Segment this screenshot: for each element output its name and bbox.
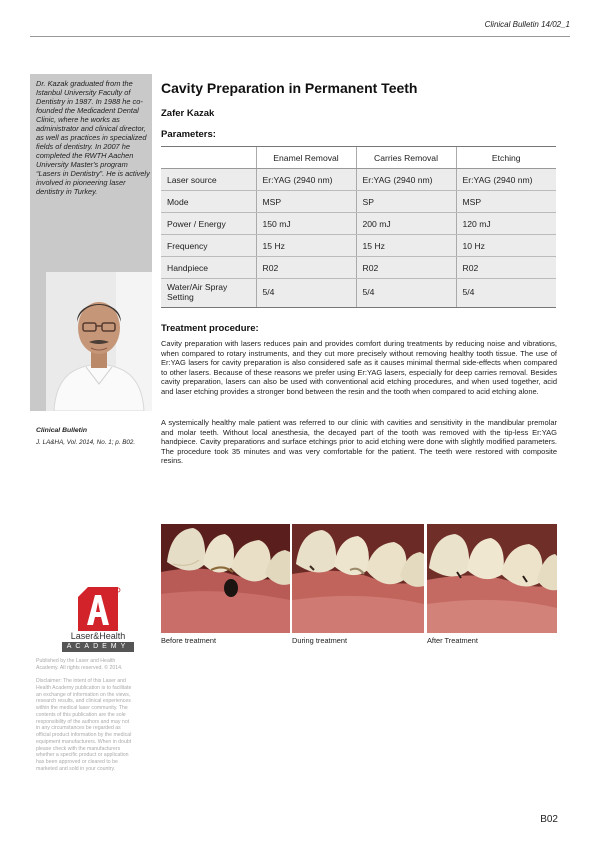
row-label: Water/Air Spray Setting bbox=[161, 279, 256, 308]
table-cell: 120 mJ bbox=[456, 213, 556, 235]
academy-logo-icon bbox=[74, 587, 122, 631]
table-row bbox=[161, 169, 556, 191]
table-cell: R02 bbox=[256, 257, 356, 279]
table-cell: Er:YAG (2940 nm) bbox=[356, 169, 456, 191]
table-cell: 150 mJ bbox=[256, 213, 356, 235]
table-cell: R02 bbox=[456, 257, 556, 279]
treatment-paragraph-2: A systemically healthy male patient was referred to our clinic with cavities and sensitivity in the mandibular premolar and molar teeth. Without local anesthesia, the decayed part of the tooth was removed with the tip-less Er:YAG handpiece. Cavity preparations and surface etchings prior to acid etching were done with slightly modified parameters. The procedure took 35 minutes and was very comfortable for the patient. The teeth were restored with composite resins. bbox=[161, 418, 557, 466]
bulletin-number: Clinical Bulletin 14/02_1 bbox=[484, 20, 570, 29]
author-bio: Dr. Kazak graduated from the Istanbul University Faculty of Dentistry in 1987. In 1988 he co-founded the Medicadent Dental Clinic, where he works as administrator and clinical director, as well as practices in specialized fields of dentistry. In 2007 he completed the RWTH Aachen University Master's program “Lasers in Dentistry”. He is actively involved in pioneering laser dentistry in Turkey. bbox=[36, 79, 150, 197]
after-treatment-photo bbox=[427, 524, 557, 633]
table-row bbox=[161, 279, 556, 308]
table-cell: 15 Hz bbox=[256, 235, 356, 257]
header-divider bbox=[30, 36, 570, 37]
table-header-carries-removal: Carries Removal bbox=[356, 147, 456, 169]
table-cell: R02 bbox=[356, 257, 456, 279]
row-label: Frequency bbox=[161, 235, 256, 257]
table-header-enamel-removal: Enamel Removal bbox=[256, 147, 356, 169]
author-name: Zafer Kazak bbox=[161, 108, 215, 119]
caption-during: During treatment bbox=[292, 636, 348, 645]
table-cell: MSP bbox=[256, 191, 356, 213]
treatment-paragraph-1: Cavity preparation with lasers reduces pain and provides comfort during treatments by reducing noise and vibrations, when compared to rotary instruments, and they cut more precisely without removing healthy tooth tissue. The use of Er:YAG lasers for cavity preparation is also considered safe as it causes minimal thermal side-effects when compared to other lasers. Because of these reasons we prefer using Er:YAG lasers, especially for deep carries removal. Besides cavity preparation, lasers can also be used with conventional acid etching procedures, and when used together, acid and laser etching provides a stronger bond between the resin and the tooth when compared to acid etching alone. bbox=[161, 339, 557, 396]
row-label: Handpiece bbox=[161, 257, 256, 279]
table-cell: 10 Hz bbox=[456, 235, 556, 257]
table-cell: 5/4 bbox=[356, 279, 456, 308]
logo-wordmark: Laser&Health bbox=[70, 631, 126, 641]
table-cell: 200 mJ bbox=[356, 213, 456, 235]
parameters-heading: Parameters: bbox=[161, 129, 216, 140]
table-cell: Er:YAG (2940 nm) bbox=[456, 169, 556, 191]
author-photo bbox=[46, 272, 152, 411]
publisher-note: Published by the Laser and Health Academy. All rights reserved. © 2014. bbox=[36, 658, 123, 671]
laser-health-academy-logo bbox=[62, 587, 134, 651]
table-cell: MSP bbox=[456, 191, 556, 213]
citation-title: Clinical Bulletin bbox=[36, 427, 87, 434]
table-row bbox=[161, 213, 556, 235]
parameters-table bbox=[161, 146, 556, 308]
table-header-row bbox=[161, 147, 556, 169]
table-row bbox=[161, 191, 556, 213]
table-cell: 5/4 bbox=[256, 279, 356, 308]
caption-before: Before treatment bbox=[161, 636, 217, 645]
article-title: Cavity Preparation in Permanent Teeth bbox=[161, 80, 418, 96]
citation: J. LA&HA, Vol. 2014, No. 1; p. B02. bbox=[36, 439, 136, 446]
during-treatment-photo bbox=[292, 524, 424, 633]
table-header-empty bbox=[161, 147, 256, 169]
row-label: Laser source bbox=[161, 169, 256, 191]
disclaimer: Disclaimer: The intent of this Laser and Health Academy publication is to facilitate an exchange of information on the views, research results, and clinical experiences within the medical laser community. The contents of this publication are the sole responsibility of the authors and may not in any circumstances be regarded as official product information by the medical equipment manufacturers. When in doubt please check with the manufacturers whether a specific product or application has been approved or cleared to be marketed and sold in your country. bbox=[36, 678, 132, 772]
caption-after: After Treatment bbox=[427, 636, 478, 645]
before-treatment-photo bbox=[161, 524, 290, 633]
row-label: Power / Energy bbox=[161, 213, 256, 235]
page-number: B02 bbox=[540, 814, 558, 825]
table-row bbox=[161, 257, 556, 279]
table-cell: 15 Hz bbox=[356, 235, 456, 257]
row-label: Mode bbox=[161, 191, 256, 213]
logo-subtitle: ACADEMY bbox=[62, 642, 134, 652]
table-cell: 5/4 bbox=[456, 279, 556, 308]
table-cell: Er:YAG (2940 nm) bbox=[256, 169, 356, 191]
table-cell: SP bbox=[356, 191, 456, 213]
table-row bbox=[161, 235, 556, 257]
treatment-heading: Treatment procedure: bbox=[161, 323, 259, 334]
table-header-etching: Etching bbox=[456, 147, 556, 169]
